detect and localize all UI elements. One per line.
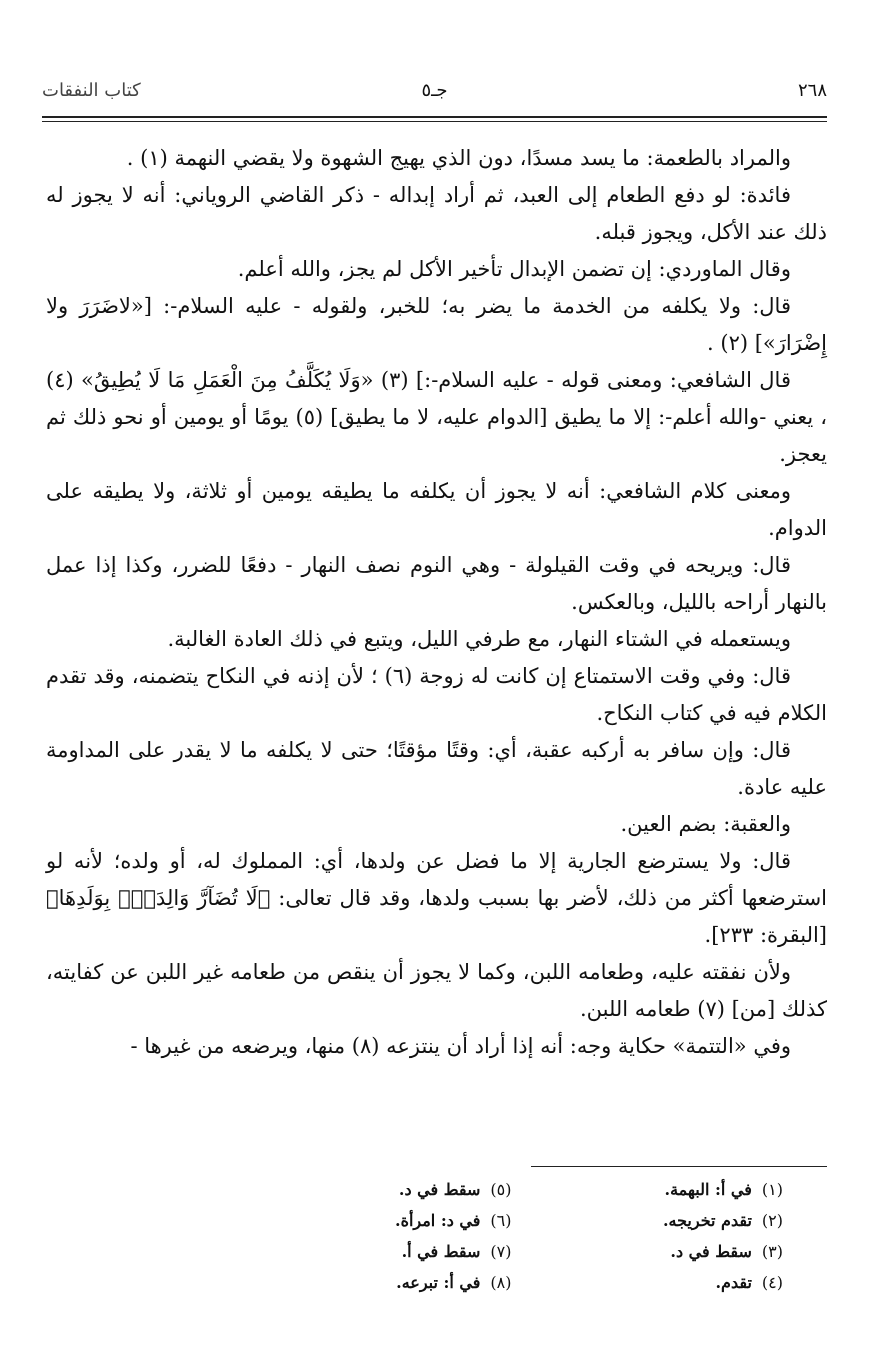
footnote-text: في د: امرأة.	[395, 1211, 481, 1230]
footnote-text: في أ: البهمة.	[664, 1180, 752, 1199]
footnote-text: سقط في د.	[398, 1180, 481, 1199]
header-rule-thick	[42, 116, 827, 118]
footnote-number: (٣)	[761, 1242, 783, 1261]
paragraph: قال: ويريحه في وقت القيلولة - وهي النوم نصف النهار - دفعًا للضرر، وكذا إذا عمل بالنهار أراحه بالليل، وبالعكس.	[46, 553, 827, 614]
footnote-text: سقط في د.	[670, 1242, 752, 1261]
paragraph: وفي «التتمة» حكاية وجه: أنه إذا أراد أن ينتزعه (٨) منها، ويرضعه من غيرها -	[130, 1034, 791, 1058]
footnotes	[240, 1180, 783, 1304]
footnote	[240, 1242, 512, 1273]
footnote	[512, 1180, 784, 1211]
footnote-number: (٨)	[490, 1273, 512, 1292]
paragraph: قال: ولا يسترضع الجارية إلا ما فضل عن ولدها، أي: المملوك له، أو ولده؛ لأنه لو استرضعها أكثر من ذلك، لأضر بها بسبب ولدها، وقد قال تعالى: ﴿لَا تُضَآرَّ وَالِدَةُۢ بِوَلَدِهَا﴾ [البقرة: ٢٣٣].	[46, 849, 827, 947]
main-text	[46, 140, 827, 1065]
footnote-number: (٥)	[490, 1180, 512, 1199]
page-number: ٢٦٨	[797, 80, 827, 101]
volume-label: جـ٥	[421, 80, 448, 101]
footnote-number: (١)	[761, 1180, 783, 1199]
footnote	[512, 1211, 784, 1242]
footnote-number: (٤)	[761, 1273, 783, 1292]
footnote-text: في أ: تبرعه.	[396, 1273, 481, 1292]
footnote-text: تقدم تخريجه.	[662, 1211, 752, 1230]
footnote-text: سقط في أ.	[401, 1242, 481, 1261]
footnote	[240, 1180, 512, 1211]
footnote	[240, 1211, 512, 1242]
running-header	[42, 74, 827, 114]
book-title: كتاب النفقات	[42, 80, 141, 101]
footnote-separator	[531, 1166, 827, 1167]
footnote	[512, 1242, 784, 1273]
footnote-number: (٢)	[761, 1211, 783, 1230]
paragraph: فائدة: لو دفع الطعام إلى العبد، ثم أراد إبداله - ذكر القاضي الروياني: أنه لا يجوز له ذلك عند الأكل، ويجوز قبله.	[46, 183, 827, 244]
paragraph: قال: وفي وقت الاستمتاع إن كانت له زوجة (٦) ؛ لأن إذنه في النكاح يتضمنه، وقد تقدم الكلام فيه في كتاب النكاح.	[46, 664, 827, 725]
paragraph: قال الشافعي: ومعنى قوله - عليه السلام-:] (٣) «وَلَا يُكَلَّفُ مِنَ الْعَمَلِ مَا لَا يُطِيقُ» (٤) ، يعني -والله أعلم-: إلا ما يطيق [الدوام عليه، لا ما يطيق] (٥) يومًا أو يومين أو نحو ذلك ثم يعجز.	[46, 368, 828, 466]
paragraph: ومعنى كلام الشافعي: أنه لا يجوز أن يكلفه ما يطيقه يومين أو ثلاثة، ولا يطيقه على الدوام.	[46, 479, 827, 540]
footnote	[240, 1273, 512, 1304]
footnote-text: تقدم.	[715, 1273, 752, 1292]
paragraph: والعقبة: بضم العين.	[620, 812, 791, 836]
paragraph: والمراد بالطعمة: ما يسد مسدًا، دون الذي يهيج الشهوة ولا يقضي النهمة (١) .	[126, 146, 791, 170]
paragraph: ويستعمله في الشتاء النهار، مع طرفي الليل، ويتبع في ذلك العادة الغالبة.	[167, 627, 791, 651]
paragraph: ولأن نفقته عليه، وطعامه اللبن، وكما لا يجوز أن ينقص من طعامه غير اللبن عن كفايته، كذلك [من] (٧) طعامه اللبن.	[46, 960, 827, 1021]
header-rule-thin	[42, 121, 827, 122]
footnote	[512, 1273, 784, 1304]
paragraph: وقال الماوردي: إن تضمن الإبدال تأخير الأكل لم يجز، والله أعلم.	[237, 257, 791, 281]
footnote-number: (٦)	[490, 1211, 512, 1230]
footnote-number: (٧)	[490, 1242, 512, 1261]
paragraph: قال: ولا يكلفه من الخدمة ما يضر به؛ للخبر، ولقوله - عليه السلام-: [«لاضَرَرَ ولا إِضْرَارَ»] (٢) .	[46, 294, 827, 355]
paragraph: قال: وإن سافر به أركبه عقبة، أي: وقتًا مؤقتًا؛ حتى لا يكلفه ما لا يقدر على المداومة عليه عادة.	[46, 738, 827, 799]
